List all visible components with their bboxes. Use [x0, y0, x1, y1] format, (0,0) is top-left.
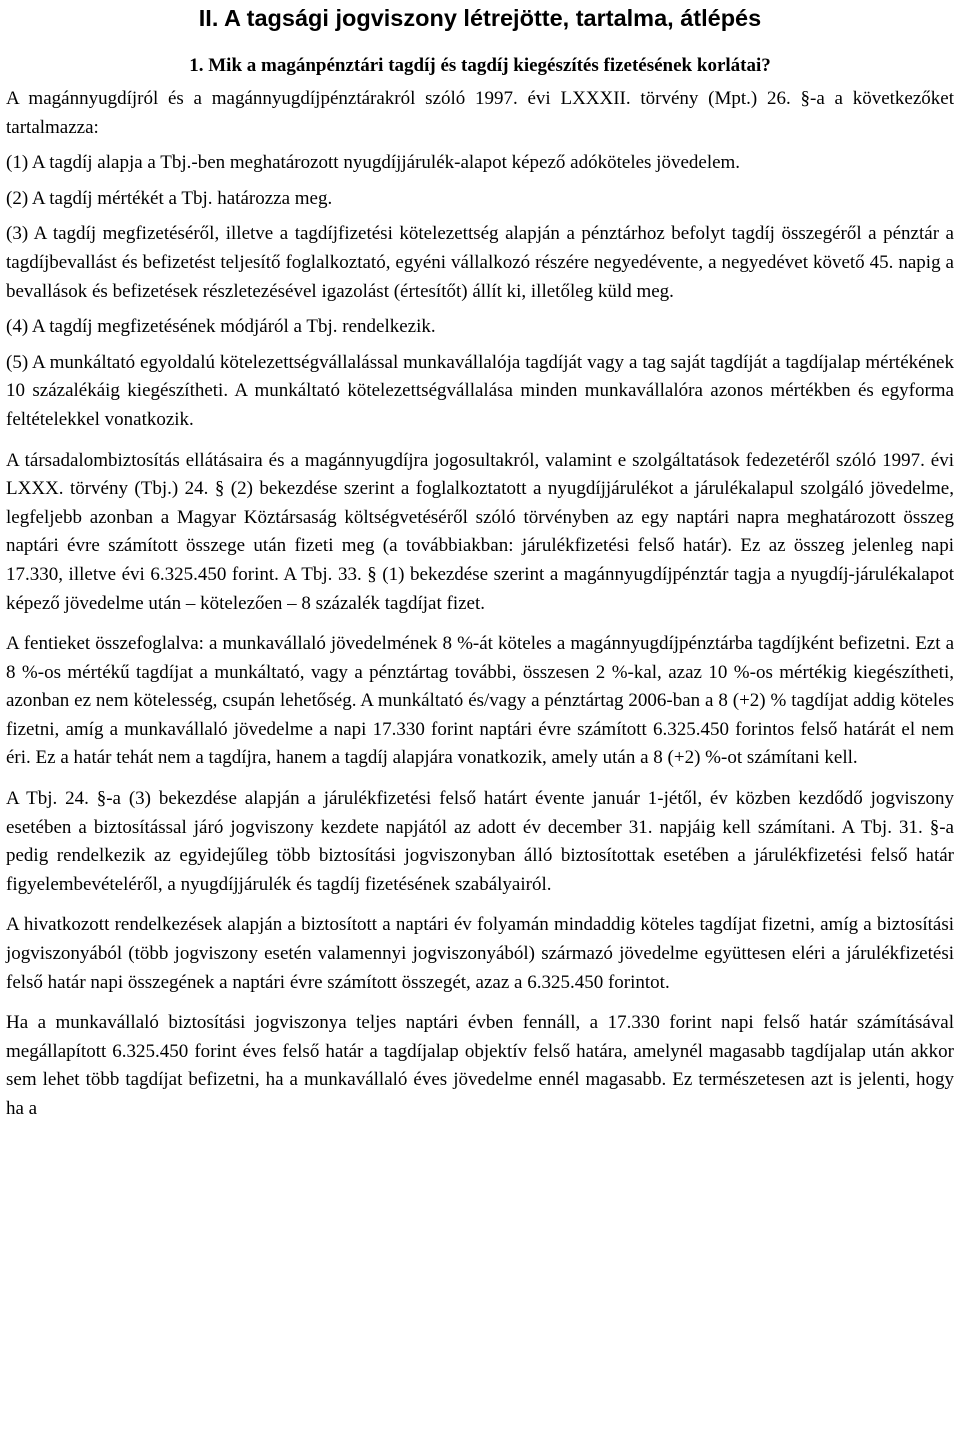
- paragraph-intro: A magánnyugdíjról és a magánnyugdíjpénztárakról szóló 1997. évi LXXXII. törvény (Mpt.) 26. §-a a következőket tartalmazza:: [6, 88, 954, 138]
- document-page: [6, 4, 954, 1124]
- paragraph-referenced-provisions: A hivatkozott rendelkezések alapján a biztosított a naptári év folyamán mindaddig köteles tagdíjat fizetni, amíg a biztosítási jogviszonyából (több jogviszony esetén valamennyi jogviszonyából) származó jövedelme együttesen eléri a járulékfizetési felső határ napi összegének a naptári évre számított összegét, azaz a 6.325.450 forintot.: [6, 914, 954, 993]
- paragraph-clause-2: (2) A tagdíj mértékét a Tbj. határozza meg.: [6, 187, 333, 209]
- section-heading: 1. Mik a magánpénztári tagdíj és tagdíj kiegészítés fizetésének korlátai?: [189, 55, 771, 76]
- paragraph-tbj-24: A Tbj. 24. §-a (3) bekezdése alapján a járulékfizetési felső határt évente január 1-jétől, év közben kezdődő jogviszony esetében a biztosítással járó jogviszony kezdete napjától az adott év december 31. napjáig kell számítani. A Tbj. 31. §-a pedig rendelkezik az egyidejűleg több biztosítási jogviszonyban álló biztosítottak esetében a járulékfizetési felső határ figyelembevételéről, a nyugdíjjárulék és tagdíj fizetésének szabályairól.: [6, 788, 954, 895]
- document-title: II. A tagsági jogviszony létrejötte, tartalma, átlépés: [198, 5, 762, 31]
- document-body: [6, 85, 954, 1124]
- paragraph-tbj: A társadalombiztosítás ellátásaira és a magánnyugdíjra jogosultakról, valamint e szolgáltatások fedezetéről szóló 1997. évi LXXX. törvény (Tbj.) 24. § (2) bekezdése szerint a foglalkoztatott a nyugdíjjárulékot a járulékalapul szolgáló jövedelme, legfeljebb azonban a Magyar Köztársaság költségvetéséről szóló törvényben az egy naptári napra meghatározott összeg naptári évre számított összege után fizeti meg (a továbbiakban: járulékfizetési felső határ). Ez az összeg jelenleg napi 17.330, illetve évi 6.325.450 forint. A Tbj. 33. § (1) bekezdése szerint a magánnyugdíjpénztár tagja a nyugdíj-járulékalapot képező jövedelme után – kötelezően – 8 százalék tagdíjat fizet.: [6, 449, 954, 614]
- paragraph-summary: A fentieket összefoglalva: a munkavállaló jövedelmének 8 %-át köteles a magánnyugdíjpénztárba tagdíjként befizetni. Ezt a 8 %-os mértékű tagdíjat a munkáltató, vagy a pénztártag további, összesen 2 %-kal, azaz 10 %-os mértékig kiegészítheti, azonban ez nem kötelesség, csupán lehetőség. A munkáltató és/vagy a pénztártag 2006-ban a 8 (+2) % tagdíjat addig köteles fizetni, amíg a munkavállaló jövedelme a napi 17.330 forint naptári évre számított 6.325.450 forintos felső határát el nem éri. Ez a határ tehát nem a tagdíjra, hanem a tagdíj alapjára vonatkozik, amely után a 8 (+2) %-ot számítani kell.: [6, 633, 954, 769]
- paragraph-clause-4: (4) A tagdíj megfizetésének módjáról a Tbj. rendelkezik.: [6, 316, 436, 338]
- paragraph-clause-3: (3) A tagdíj megfizetéséről, illetve a tagdíjfizetési kötelezettség alapján a pénztárhoz befolyt tagdíj összegéről a pénztár a tagdíjbevallást és befizetést teljesítő foglalkoztató, egyéni vállalkozó részére negyedévente, a negyedévet követő 45. napig a bevallások és befizetések részletezésével igazolást (értesítőt) állít ki, illetőleg küld meg.: [6, 223, 954, 302]
- paragraph-clause-1: (1) A tagdíj alapja a Tbj.-ben meghatározott nyugdíjjárulék-alapot képező adóköteles jövedelem.: [6, 152, 741, 174]
- paragraph-clause-5: (5) A munkáltató egyoldalú kötelezettségvállalással munkavállalója tagdíját vagy a tag saját tagdíját a tagdíjalap mértékének 10 százalékáig kiegészítheti. A munkáltató kötelezettségvállalása minden munkavállalóra azonos mértékben és egyforma feltételekkel vonatkozik.: [6, 351, 954, 430]
- paragraph-full-year: Ha a munkavállaló biztosítási jogviszonya teljes naptári évben fennáll, a 17.330 forint napi felső határ számításával megállapított 6.325.450 forint éves felső határ a tagdíjalap objektív felső határa, amelynél magasabb tagdíjalap után akkor sem lehet több tagdíjat befizetni, ha a munkavállaló éves jövedelme ennél magasabb. Ez természetesen azt is jelenti, hogy ha a: [6, 1012, 954, 1119]
